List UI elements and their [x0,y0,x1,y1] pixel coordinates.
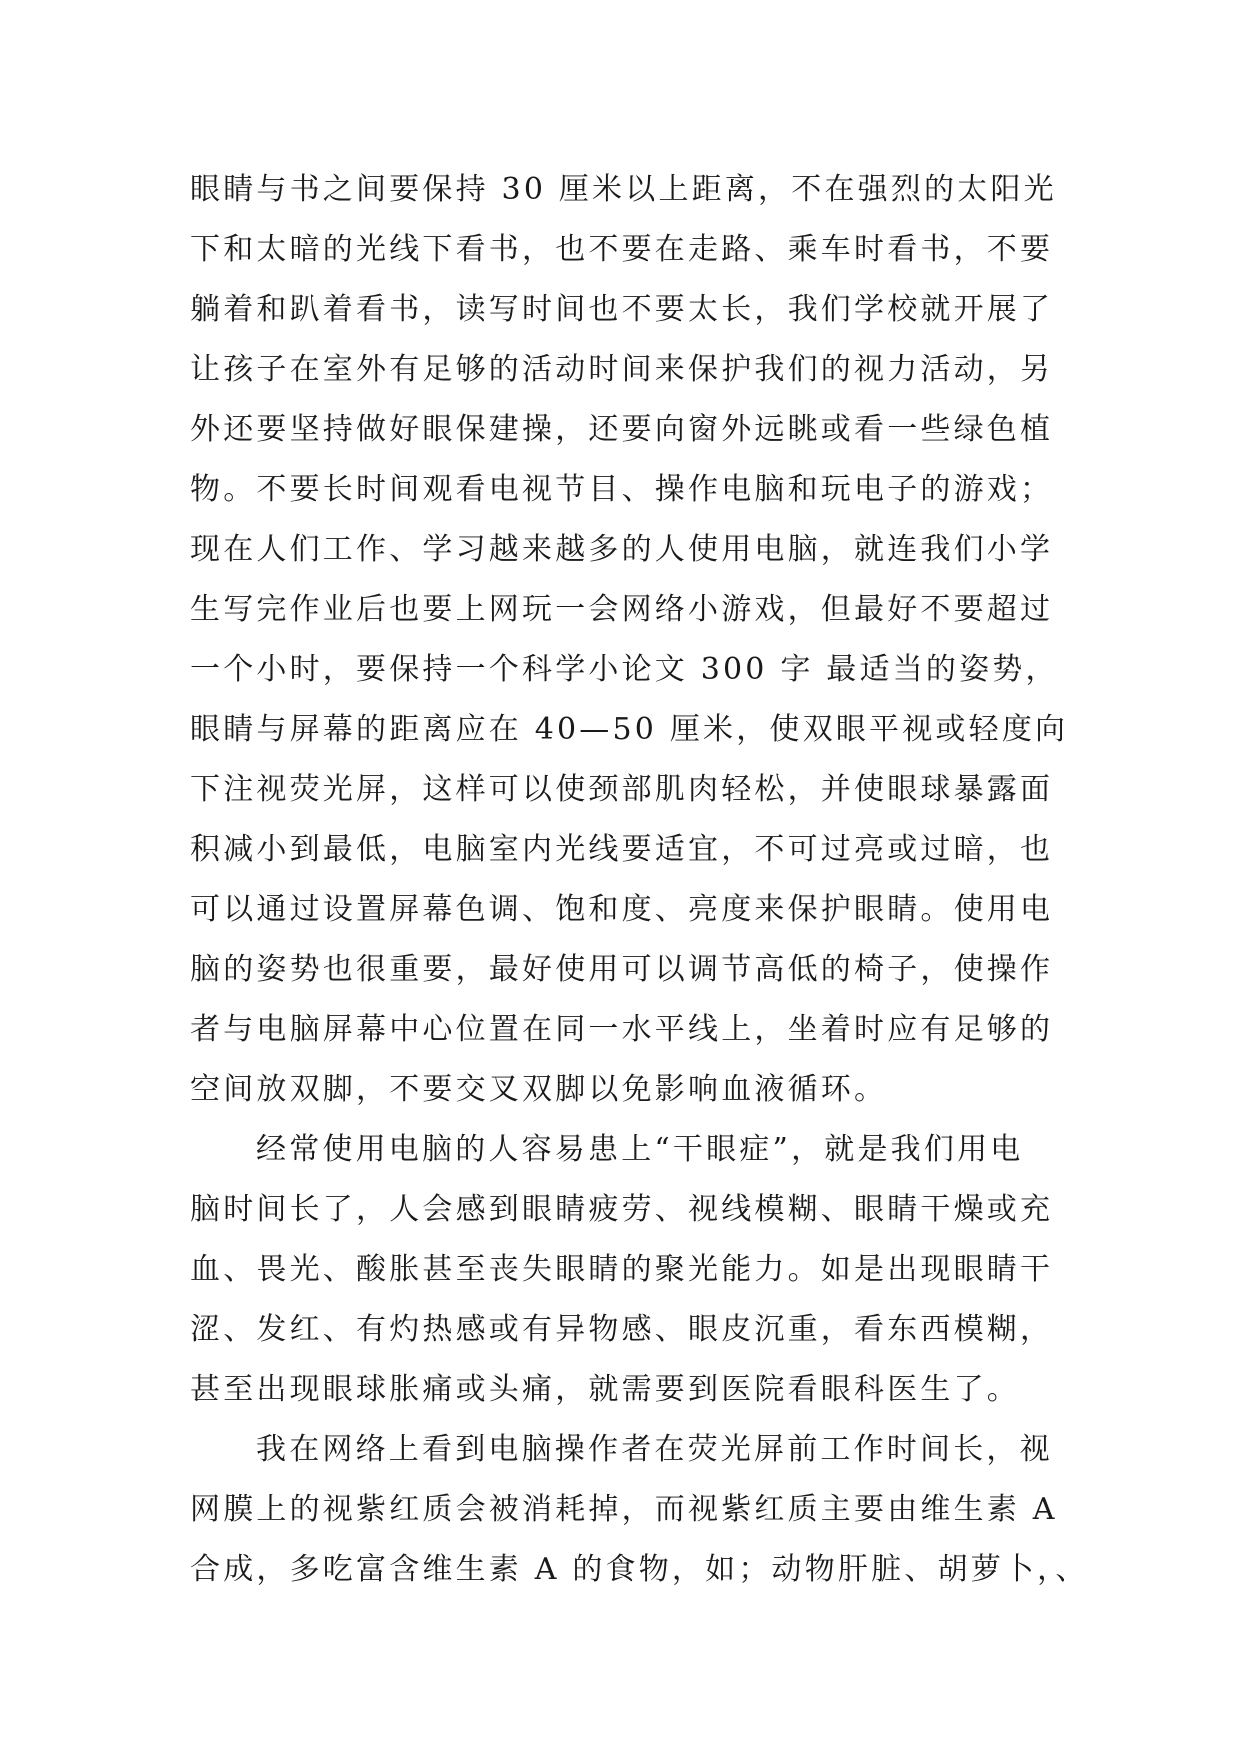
body-text [190,160,1089,1600]
text-line: 网膜上的视紫红质会被消耗掉，而视紫红质主要由维生素 A [190,1492,1058,1527]
text-line: 积减小到最低，电脑室内光线要适宜，不可过亮或过暗，也 [190,832,1054,867]
text-line: 我在网络上看到电脑操作者在荧光屏前工作时间长，视 [256,1432,1053,1467]
text-line: 合成，多吃富含维生素 A 的食物，如；动物肝脏、胡萝卜，、 [190,1552,1089,1587]
text-line: 物。不要长时间观看电视节目、操作电脑和玩电子的游戏； [190,472,1054,507]
text-line: 脑的姿势也很重要，最好使用可以调节高低的椅子，使操作 [190,952,1054,987]
text-line: 血、畏光、酸胀甚至丧失眼睛的聚光能力。如是出现眼睛干 [190,1252,1054,1287]
text-line: 现在人们工作、学习越来越多的人使用电脑，就连我们小学 [190,532,1054,567]
text-line: 涩、发红、有灼热感或有异物感、眼皮沉重，看东西模糊， [190,1312,1054,1347]
text-line: 让孩子在室外有足够的活动时间来保护我们的视力活动，另 [190,352,1054,387]
text-line: 一个小时，要保持一个科学小论文 300 字 最适当的姿势， [190,652,1059,687]
text-line: 外还要坚持做好眼保建操，还要向窗外远眺或看一些绿色植 [190,412,1054,447]
text-line: 下注视荧光屏，这样可以使颈部肌肉轻松，并使眼球暴露面 [190,772,1054,807]
text-line: 眼睛与书之间要保持 30 厘米以上距离，不在强烈的太阳光 [190,172,1057,207]
text-line: 脑时间长了，人会感到眼睛疲劳、视线模糊、眼睛干燥或充 [190,1192,1054,1227]
text-line: 生写完作业后也要上网玩一会网络小游戏，但最好不要超过 [190,592,1054,627]
text-line: 甚至出现眼球胀痛或头痛，就需要到医院看眼科医生了。 [190,1372,1020,1407]
text-line: 下和太暗的光线下看书，也不要在走路、乘车时看书，不要 [190,232,1054,267]
text-line: 躺着和趴着看书，读写时间也不要太长，我们学校就开展了 [190,292,1054,327]
text-line: 可以通过设置屏幕色调、饱和度、亮度来保护眼睛。使用电 [190,892,1054,927]
text-line: 空间放双脚，不要交叉双脚以免影响血液循环。 [190,1072,888,1107]
text-line: 者与电脑屏幕中心位置在同一水平线上，坐着时应有足够的 [190,1012,1054,1047]
text-line: 眼睛与屏幕的距离应在 40—50 厘米，使双眼平视或轻度向 [190,712,1069,747]
text-line: 经常使用电脑的人容易患上“干眼症”，就是我们用电 [256,1132,1024,1167]
